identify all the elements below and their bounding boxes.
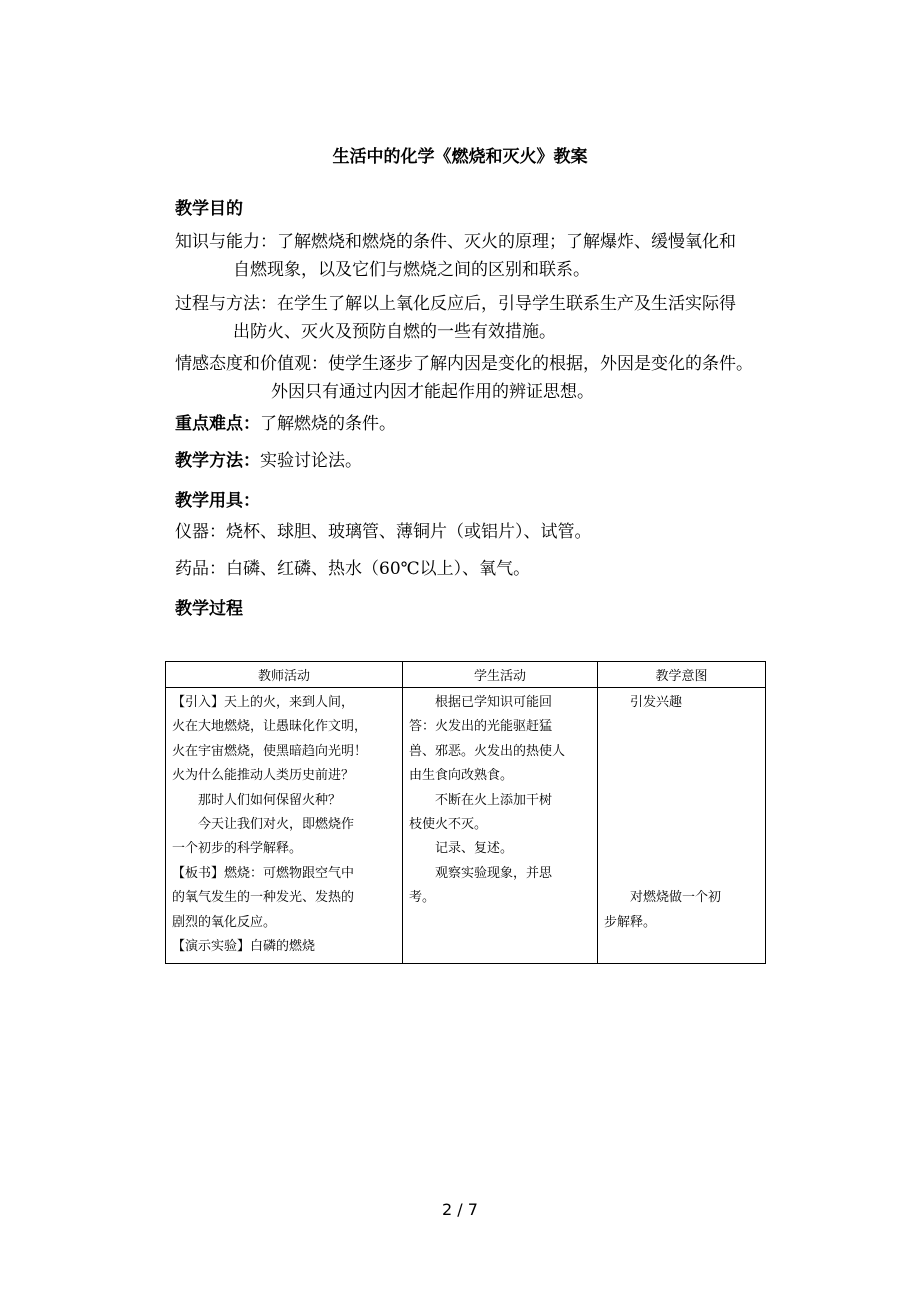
- heading-tools: 教学用具：: [175, 491, 260, 511]
- para-instruments: 仪器：烧杯、球胆、玻璃管、薄铜片（或铝片）、试管。: [175, 522, 592, 542]
- teacher-line: 今天让我们对火，即燃烧作: [198, 817, 355, 833]
- lesson-table: [165, 661, 766, 964]
- teacher-line: 那时人们如何保留火种？: [198, 792, 342, 808]
- table-header-row: [166, 662, 766, 688]
- student-line: 由生食向改熟食。: [409, 768, 514, 784]
- para-emotion: [175, 350, 753, 406]
- intent-line: 对燃烧做一个初: [630, 890, 722, 906]
- key-value: 了解燃烧的条件。: [260, 414, 396, 434]
- intent-cell: [598, 688, 766, 964]
- teacher-line: 【板书】燃烧：可燃物跟空气中: [172, 865, 355, 881]
- emotion-line-2: 外因只有通过内因才能起作用的辨证思想。: [271, 382, 594, 402]
- table-row: [166, 688, 766, 964]
- teacher-line: 一个初步的科学解释。: [172, 841, 303, 857]
- heading-goals: 教学目的: [175, 199, 243, 219]
- heading-process: 教学过程: [175, 599, 243, 619]
- student-line: 枝使火不灭。: [409, 817, 488, 833]
- student-line: 记录、复述。: [435, 841, 514, 857]
- page-title: 生活中的化学《燃烧和灭火》教案: [332, 147, 588, 167]
- header-intent: 教学意图: [598, 662, 766, 688]
- teacher-line: 火在宇宙燃烧，使黑暗趋向光明！: [172, 743, 368, 759]
- teacher-line: 的氧气发生的一种发光、发热的: [172, 890, 355, 906]
- student-line: 兽、邪恶。火发出的热使人: [409, 743, 566, 759]
- teacher-activity-cell: [166, 688, 403, 964]
- header-teacher: 教师活动: [166, 662, 403, 688]
- method-label: 教学方法：: [175, 451, 260, 471]
- intent-line: 引发兴趣: [630, 695, 683, 710]
- student-line: 考。: [409, 890, 436, 906]
- process-line-1: 过程与方法：在学生了解以上氧化反应后，引导学生联系生产及生活实际得: [175, 294, 736, 314]
- method-value: 实验讨论法。: [260, 451, 362, 471]
- knowledge-line-2: 自燃现象，以及它们与燃烧之间的区别和联系。: [233, 260, 590, 280]
- para-chemicals: 药品：白磷、红磷、热水（60℃以上）、氧气。: [175, 559, 531, 579]
- student-line: 不断在火上添加干树: [435, 792, 553, 808]
- knowledge-line-1: 知识与能力：了解燃烧和燃烧的条件、灭火的原理；了解爆炸、缓慢氧化和: [175, 232, 736, 252]
- teacher-line: 【演示实验】白磷的燃烧: [172, 939, 316, 955]
- page-number: 2 / 7: [442, 1200, 478, 1219]
- intent-line: 步解释。: [604, 914, 657, 930]
- teacher-line: 剧烈的氧化反应。: [172, 914, 277, 930]
- student-line: 观察实验现象，并思: [435, 865, 553, 881]
- para-process: [175, 290, 736, 346]
- student-line: 根据已学知识可能回: [435, 695, 553, 710]
- student-line: 答：火发出的光能驱赶猛: [409, 719, 553, 735]
- key-label: 重点难点：: [175, 414, 260, 434]
- para-key-points: [175, 410, 396, 438]
- teacher-line: 【引入】天上的火，来到人间，: [172, 695, 355, 710]
- student-activity-cell: [403, 688, 598, 964]
- process-line-2: 出防火、灭火及预防自燃的一些有效措施。: [233, 322, 556, 342]
- para-method: [175, 447, 362, 475]
- emotion-line-1: 情感态度和价值观：使学生逐步了解内因是变化的根据，外因是变化的条件。: [175, 354, 753, 374]
- header-student: 学生活动: [403, 662, 598, 688]
- teacher-line: 火在大地燃烧，让愚昧化作文明，: [172, 719, 368, 735]
- teacher-line: 火为什么能推动人类历史前进？: [172, 768, 355, 784]
- para-knowledge: [175, 228, 736, 284]
